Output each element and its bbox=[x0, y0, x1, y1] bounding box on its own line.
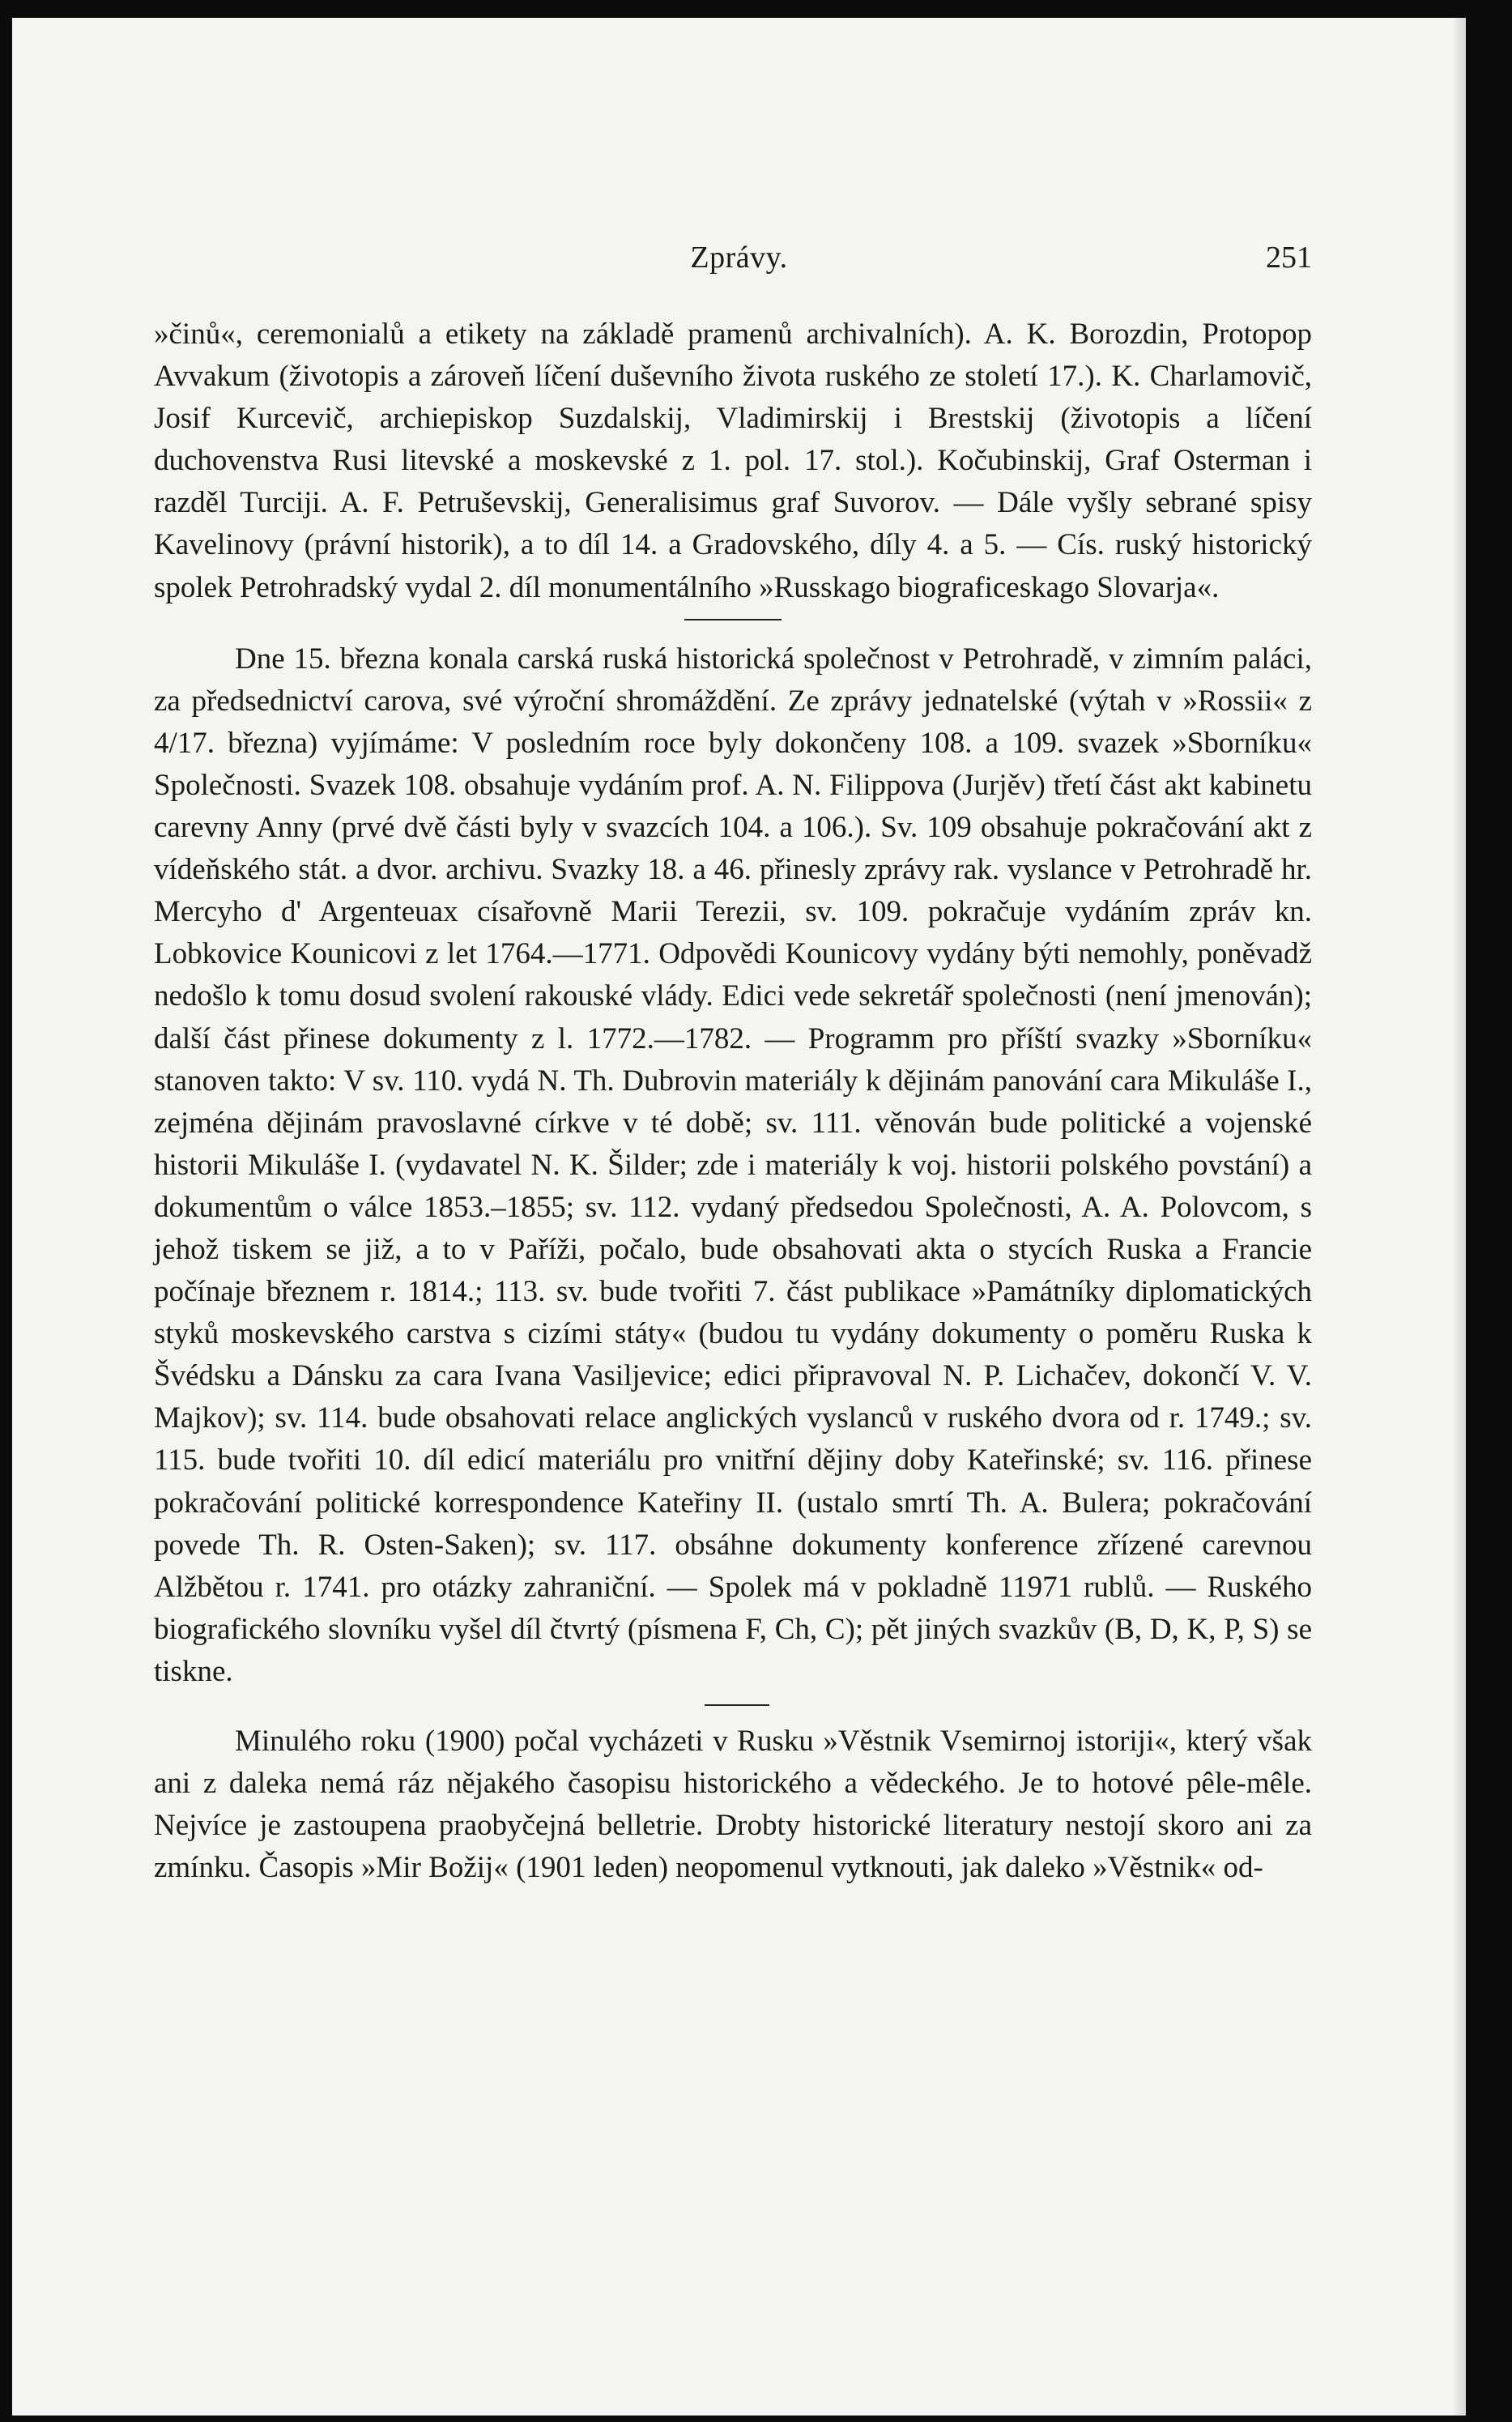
body-text bbox=[154, 313, 1312, 1889]
running-title: Zprávy. bbox=[690, 241, 788, 275]
page-header bbox=[12, 227, 1466, 275]
paragraph-1: »činů«, ceremonialů a etikety na základě pramenů archivalních). A. K. Borozdin, Protopop Avvakum (životopis a zároveň líčení duševního života ruského ze století 17.). K. Charlamovič, Josif Kurcevič, archiepiskop Suzdalskij, Vladimirskij i Brestskij (životopis a líčení duchovenstva Rusi litevské a moskevské z 1. pol. 17. stol.). Kočubinskij, Graf Osterman i razděl Turciji. A. F. Petruševskij, Generalisimus graf Suvorov. — Dále vyšly sebrané spisy Kavelinovy (právní historik), a to díl 14. a Gradovského, díly 4. a 5. — Cís. ruský historický spolek Petrohradský vydal 2. díl monumentálního »Russkago biograficeskago Slovarja«. bbox=[154, 318, 1312, 604]
document-page bbox=[12, 18, 1466, 2416]
page-number: 251 bbox=[1266, 241, 1312, 275]
paragraph-3: Minulého roku (1900) počal vycházeti v Rusku »Věstnik Vsemirnoj istoriji«, který však ani z daleka nemá ráz nějakého časopisu historického a vědeckého. Je to hotové pêle-mêle. Nejvíce je zastoupena praobyčejná belletrie. Drobty historické literatury nestojí skoro ani za zmínku. Časopis »Mir Božij« (1901 leden) neopomenul vytknouti, jak daleko »Věstnik« od- bbox=[154, 1725, 1312, 1885]
paragraph-2: Dne 15. března konala carská ruská historická společnost v Petrohradě, v zimním paláci, za předsednictví carova, své výroční shromáždění. Ze zprávy jednatelské (výtah v »Rossii« z 4/17. března) vyjímáme: V posledním roce byly dokončeny 108. a 109. svazek »Sborníku« Společnosti. Svazek 108. obsahuje vydáním prof. A. N. Filippova (Jurjěv) třetí část akt kabinetu carevny Anny (prvé dvě části byly v svazcích 104. a 106.). Sv. 109 obsahuje pokračování akt z vídeňského stát. a dvor. archivu. Svazky 18. a 46. přinesly zprávy rak. vyslance v Petrohradě hr. Mercyho d' Argenteuax císařovně Marii Terezii, sv. 109. pokračuje vydáním zpráv kn. Lobkovice Kounicovi z let 1764.—1771. Odpovědi Kounicovy vydány býti nemohly, poněvadž nedošlo k tomu dosud svolení rakouské vlády. Edici vede sekretář společnosti (není jmenován); další část přinese dokumenty z l. 1772.—1782. — Programm pro příští svazky »Sborníku« stanoven takto: V sv. 110. vydá N. Th. Dubrovin materiály k dějinám panování cara Mikuláše I., zejména dějinám pravoslavné církve v té době; sv. 111. věnován bude politické a vojenské historii Mikuláše I. (vydavatel N. K. Šilder; zde i materiály k voj. historii polského povstání) a dokumentům o válce 1853.–1855; sv. 112. vydaný předsedou Společnosti, A. A. Polovcom, s jehož tiskem se již, a to v Paříži, počalo, bude obsahovati akta o stycích Ruska a Francie počínaje březnem r. 1814.; 113. sv. bude tvořiti 7. část publikace »Památníky diplomatických styků moskevského carstva s cizími státy« (budou tu vydány dokumenty o poměru Ruska k Švédsku a Dánsku za cara Ivana Vasiljevice; edici připravoval N. P. Lichačev, dokončí V. V. Majkov); sv. 114. bude obsahovati relace anglických vyslanců v ruského dvora od r. 1749.; sv. 115. bude tvořiti 10. díl edicí materiálu pro vnitřní dějiny doby Kateřinské; sv. 116. přinese pokračování politické korrespondence Kateřiny II. (ustalo smrtí Th. A. Bulera; pokračování povede Th. R. Osten-Saken); sv. 117. obsáhne dokumenty konference zřízené carevnou Alžbětou r. 1741. pro otázky zahraniční. — Spolek má v pokladně 11971 rublů. — Ruského biografického slovníku vyšel díl čtvrtý (písmena F, Ch, C); pět jiných svazkův (B, D, K, P, S) se tiskne. bbox=[154, 642, 1312, 1688]
section-divider bbox=[684, 619, 782, 620]
section-divider bbox=[705, 1704, 769, 1706]
